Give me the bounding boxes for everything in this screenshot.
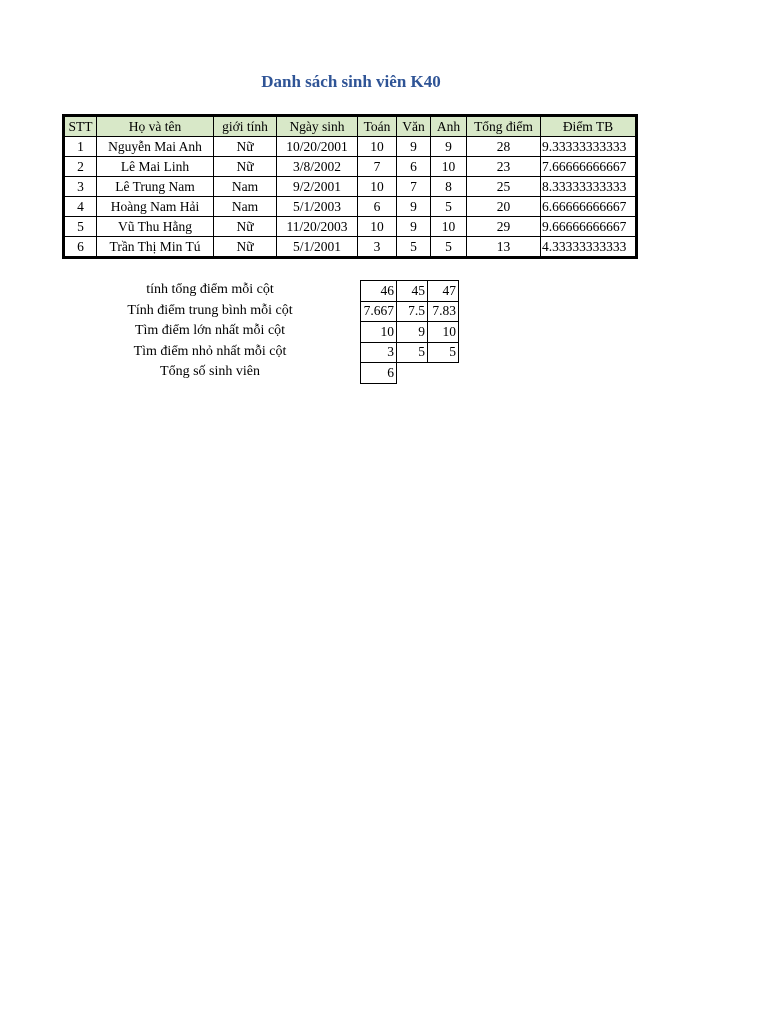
sum-math[interactable]: 46: [361, 281, 397, 302]
cell-average[interactable]: 7.66666666667: [541, 157, 637, 177]
cell-total[interactable]: 23: [467, 157, 541, 177]
cell-stt[interactable]: 1: [64, 137, 97, 157]
max-literature[interactable]: 9: [397, 322, 428, 343]
cell-name[interactable]: Vũ Thu Hằng: [97, 217, 214, 237]
cell-average[interactable]: 8.33333333333: [541, 177, 637, 197]
header-birthdate: Ngày sinh: [277, 116, 358, 137]
cell-gender[interactable]: Nữ: [214, 237, 277, 258]
summary-label-min: Tìm điểm nhỏ nhất mỗi cột: [133, 343, 287, 359]
cell-literature[interactable]: 9: [397, 137, 431, 157]
min-english[interactable]: 5: [428, 342, 459, 363]
summary-row-sum: [361, 281, 459, 302]
cell-gender[interactable]: Nữ: [214, 157, 277, 177]
cell-name[interactable]: Hoàng Nam Hải: [97, 197, 214, 217]
cell-name[interactable]: Nguyễn Mai Anh: [97, 137, 214, 157]
cell-birthdate[interactable]: 10/20/2001: [277, 137, 358, 157]
header-average: Điểm TB: [541, 116, 637, 137]
cell-math[interactable]: 7: [358, 157, 397, 177]
cell-gender[interactable]: Nữ: [214, 217, 277, 237]
cell-literature[interactable]: 9: [397, 197, 431, 217]
cell-total[interactable]: 20: [467, 197, 541, 217]
cell-average[interactable]: 9.66666666667: [541, 217, 637, 237]
avg-literature[interactable]: 7.5: [397, 301, 428, 322]
summary-table: [360, 280, 459, 384]
table-row: [64, 197, 637, 217]
table-row: [64, 177, 637, 197]
table-row: [64, 157, 637, 177]
summary-row-count: [361, 363, 459, 384]
student-table: [62, 114, 638, 259]
cell-math[interactable]: 10: [358, 137, 397, 157]
header-total: Tổng điểm: [467, 116, 541, 137]
cell-literature[interactable]: 6: [397, 157, 431, 177]
table-row: [64, 237, 637, 258]
cell-gender[interactable]: Nam: [214, 177, 277, 197]
summary-row-average: [361, 301, 459, 322]
sum-literature[interactable]: 45: [397, 281, 428, 302]
cell-gender[interactable]: Nam: [214, 197, 277, 217]
cell-total[interactable]: 28: [467, 137, 541, 157]
cell-math[interactable]: 10: [358, 177, 397, 197]
cell-english[interactable]: 10: [431, 157, 467, 177]
cell-english[interactable]: 10: [431, 217, 467, 237]
min-literature[interactable]: 5: [397, 342, 428, 363]
header-name: Họ và tên: [97, 116, 214, 137]
summary-row-min: [361, 342, 459, 363]
cell-name[interactable]: Lê Mai Linh: [97, 157, 214, 177]
table-row: [64, 217, 637, 237]
cell-english[interactable]: 8: [431, 177, 467, 197]
cell-birthdate[interactable]: 5/1/2001: [277, 237, 358, 258]
cell-birthdate[interactable]: 9/2/2001: [277, 177, 358, 197]
cell-birthdate[interactable]: 3/8/2002: [277, 157, 358, 177]
student-count[interactable]: 6: [361, 363, 397, 384]
empty-cell: [397, 363, 428, 384]
cell-english[interactable]: 9: [431, 137, 467, 157]
cell-math[interactable]: 6: [358, 197, 397, 217]
cell-stt[interactable]: 6: [64, 237, 97, 258]
max-math[interactable]: 10: [361, 322, 397, 343]
cell-average[interactable]: 6.66666666667: [541, 197, 637, 217]
summary-row-max: [361, 322, 459, 343]
cell-literature[interactable]: 9: [397, 217, 431, 237]
sum-english[interactable]: 47: [428, 281, 459, 302]
cell-stt[interactable]: 3: [64, 177, 97, 197]
cell-math[interactable]: 3: [358, 237, 397, 258]
cell-total[interactable]: 13: [467, 237, 541, 258]
cell-literature[interactable]: 5: [397, 237, 431, 258]
max-english[interactable]: 10: [428, 322, 459, 343]
cell-gender[interactable]: Nữ: [214, 137, 277, 157]
avg-math[interactable]: 7.667: [361, 301, 397, 322]
cell-stt[interactable]: 2: [64, 157, 97, 177]
header-literature: Văn: [397, 116, 431, 137]
cell-name[interactable]: Lê Trung Nam: [97, 177, 214, 197]
cell-name[interactable]: Trần Thị Min Tú: [97, 237, 214, 258]
summary-label-count: Tổng số sinh viên: [160, 364, 260, 379]
summary-label-average: Tính điểm trung bình mỗi cột: [127, 302, 293, 318]
cell-literature[interactable]: 7: [397, 177, 431, 197]
cell-average[interactable]: 9.33333333333: [541, 137, 637, 157]
header-math: Toán: [358, 116, 397, 137]
cell-math[interactable]: 10: [358, 217, 397, 237]
cell-stt[interactable]: 4: [64, 197, 97, 217]
header-english: Anh: [431, 116, 467, 137]
cell-total[interactable]: 29: [467, 217, 541, 237]
cell-stt[interactable]: 5: [64, 217, 97, 237]
cell-birthdate[interactable]: 5/1/2003: [277, 197, 358, 217]
empty-cell: [428, 363, 459, 384]
cell-average[interactable]: 4.33333333333: [541, 237, 637, 258]
header-gender: giới tính: [214, 116, 277, 137]
avg-english[interactable]: 7.83: [428, 301, 459, 322]
summary-label-sum: tính tổng điểm mỗi cột: [146, 282, 274, 297]
table-row: [64, 137, 637, 157]
header-row: [64, 116, 637, 137]
cell-english[interactable]: 5: [431, 197, 467, 217]
page-title: Danh sách sinh viên K40: [261, 72, 441, 91]
summary-label-max: Tìm điểm lớn nhất mỗi cột: [134, 323, 286, 338]
header-stt: STT: [64, 116, 97, 137]
min-math[interactable]: 3: [361, 342, 397, 363]
summary-labels: [100, 280, 320, 383]
cell-birthdate[interactable]: 11/20/2003: [277, 217, 358, 237]
cell-total[interactable]: 25: [467, 177, 541, 197]
cell-english[interactable]: 5: [431, 237, 467, 258]
